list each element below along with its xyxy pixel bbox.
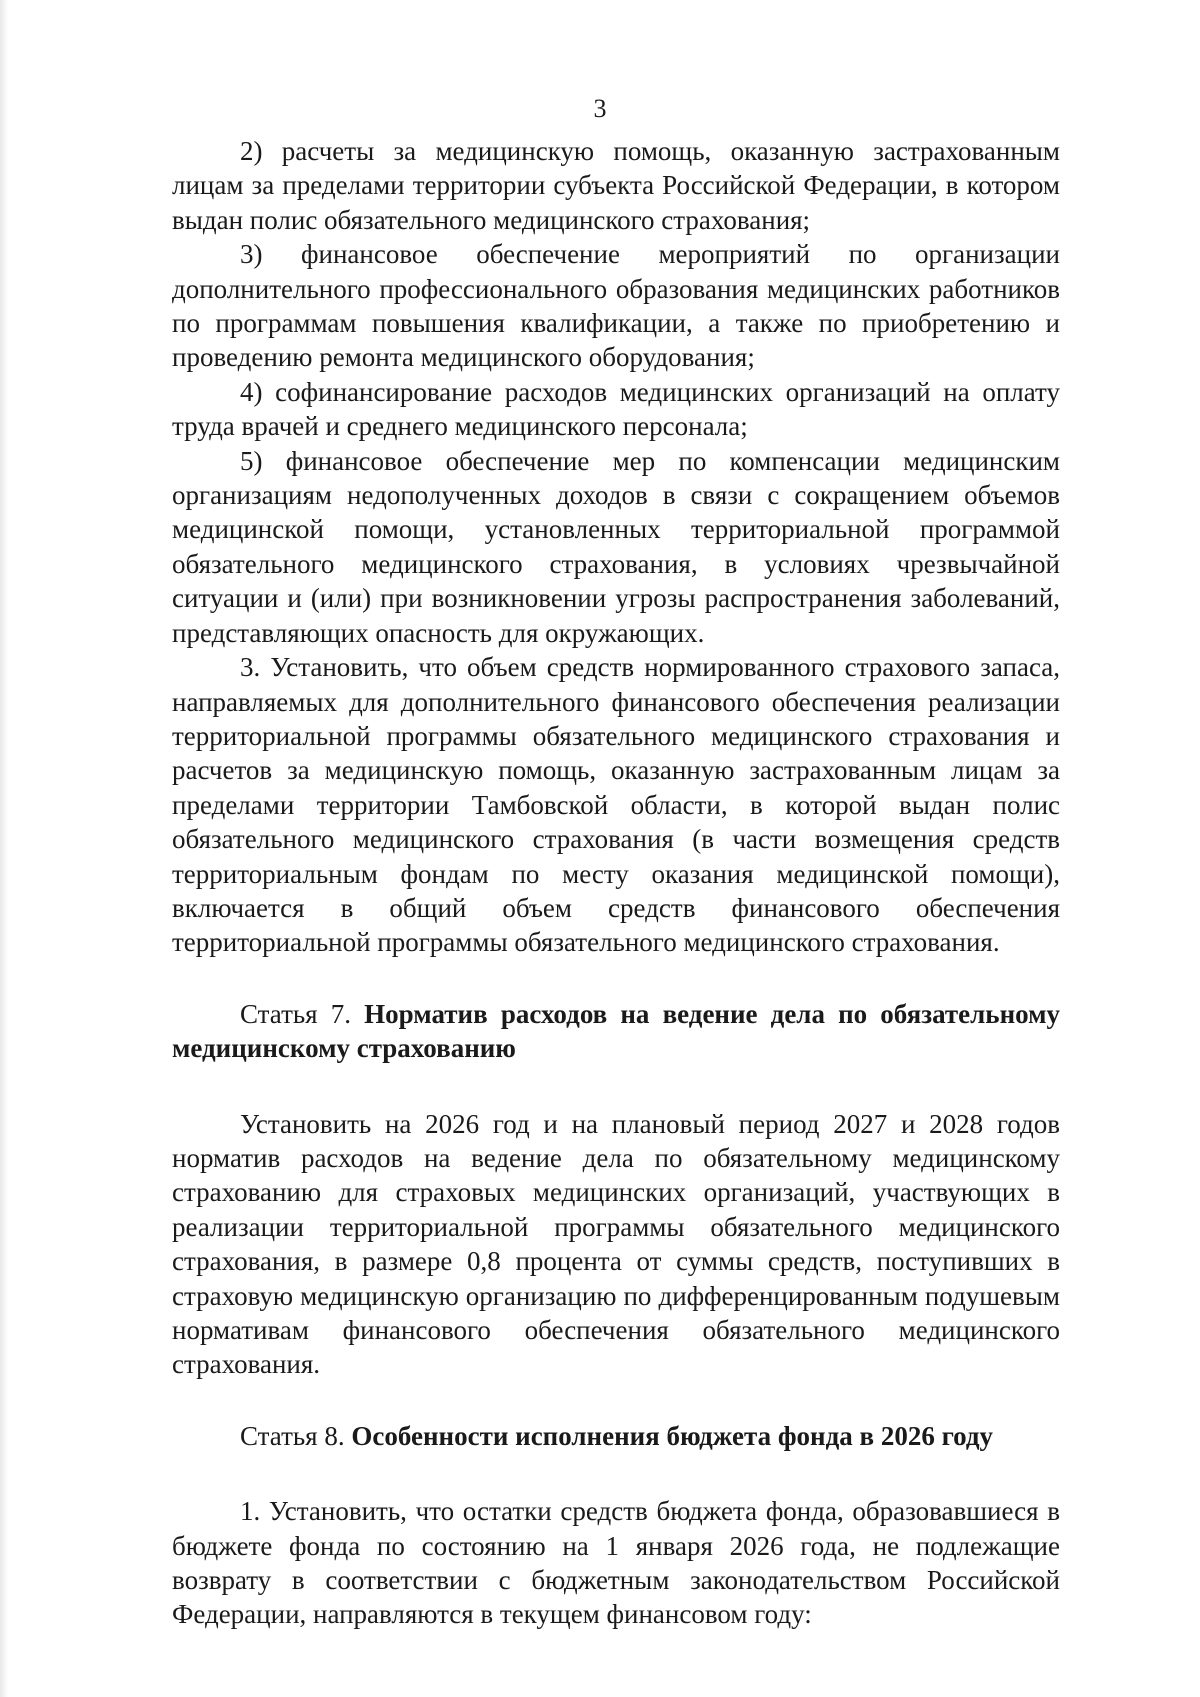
paragraph-item-4: 4) софинансирование расходов медицинских организаций на оплату труда врачей и среднего медицинского персонала; (172, 376, 1060, 442)
article-8-body: 1. Установить, что остатки средств бюджета фонда, образовавшиеся в бюджете фонда по состоянию на 1 января 2026 года, не подлежащие возврату в соответствии с бюджетным законодательством Российской Федерации, направляются в текущем финансовом году: (172, 1496, 1060, 1630)
scan-edge-shadow (0, 0, 8, 1697)
article-7-title: Норматив расходов на ведение дела по обязательному медицинскому страхованию (172, 998, 1061, 1064)
paragraph-item-3: 3) финансовое обеспечение мероприятий по организации дополнительного профессионального образования медицинских работников по программам повышения квалификации, а также по приобретению и проведению ремонта медицинского оборудования; (172, 239, 1060, 373)
article-7-prefix: Статья 7. (240, 998, 365, 1029)
paragraph-item-2: 2) расчеты за медицинскую помощь, оказанную застрахованным лицам за пределами территории субъекта Российской Федерации, в котором выдан полис обязательного медицинского страхования; (172, 136, 1060, 235)
article-8-prefix: Статья 8. (240, 1420, 352, 1451)
article-8-heading (172, 1419, 1060, 1453)
page-number: 3 (593, 94, 607, 123)
document-body (172, 134, 1060, 1632)
article-8-title: Особенности исполнения бюджета фонда в 2026 году (351, 1420, 994, 1451)
paragraph-item-5: 5) финансовое обеспечение мер по компенсации медицинским организациям недополученных доходов в связи с сокращением объемов медицинской помощи, установленных территориальной программой обязательного медицинского страхования, в условиях чрезвычайной ситуации и (или) при возникновении угрозы распространения заболеваний, представляющих опасность для окружающих. (172, 445, 1060, 648)
paragraph-clause-3: 3. Установить, что объем средств нормированного страхового запаса, направляемых для дополнительного финансового обеспечения реализации территориальной программы обязательного медицинского страхования и расчетов за медицинскую помощь, оказанную застрахованным лицам за пределами территории Тамбовской области, в которой выдан полис обязательного медицинского страхования (в части возмещения средств территориальным фондам по месту оказания медицинской помощи), включается в общий объем средств финансового обеспечения территориальной программы обязательного медицинского страхования. (172, 652, 1060, 958)
article-7-heading (172, 997, 1060, 1066)
article-7-body: Установить на 2026 год и на плановый период 2027 и 2028 годов норматив расходов на ведение дела по обязательному медицинскому страхованию для страховых медицинских организаций, участвующих в реализации территориальной программы обязательного медицинского страхования, в размере 0,8 процента от суммы средств, поступивших в страховую медицинскую организацию по дифференцированным подушевым нормативам финансового обеспечения обязательного медицинского страхования. (172, 1108, 1060, 1380)
